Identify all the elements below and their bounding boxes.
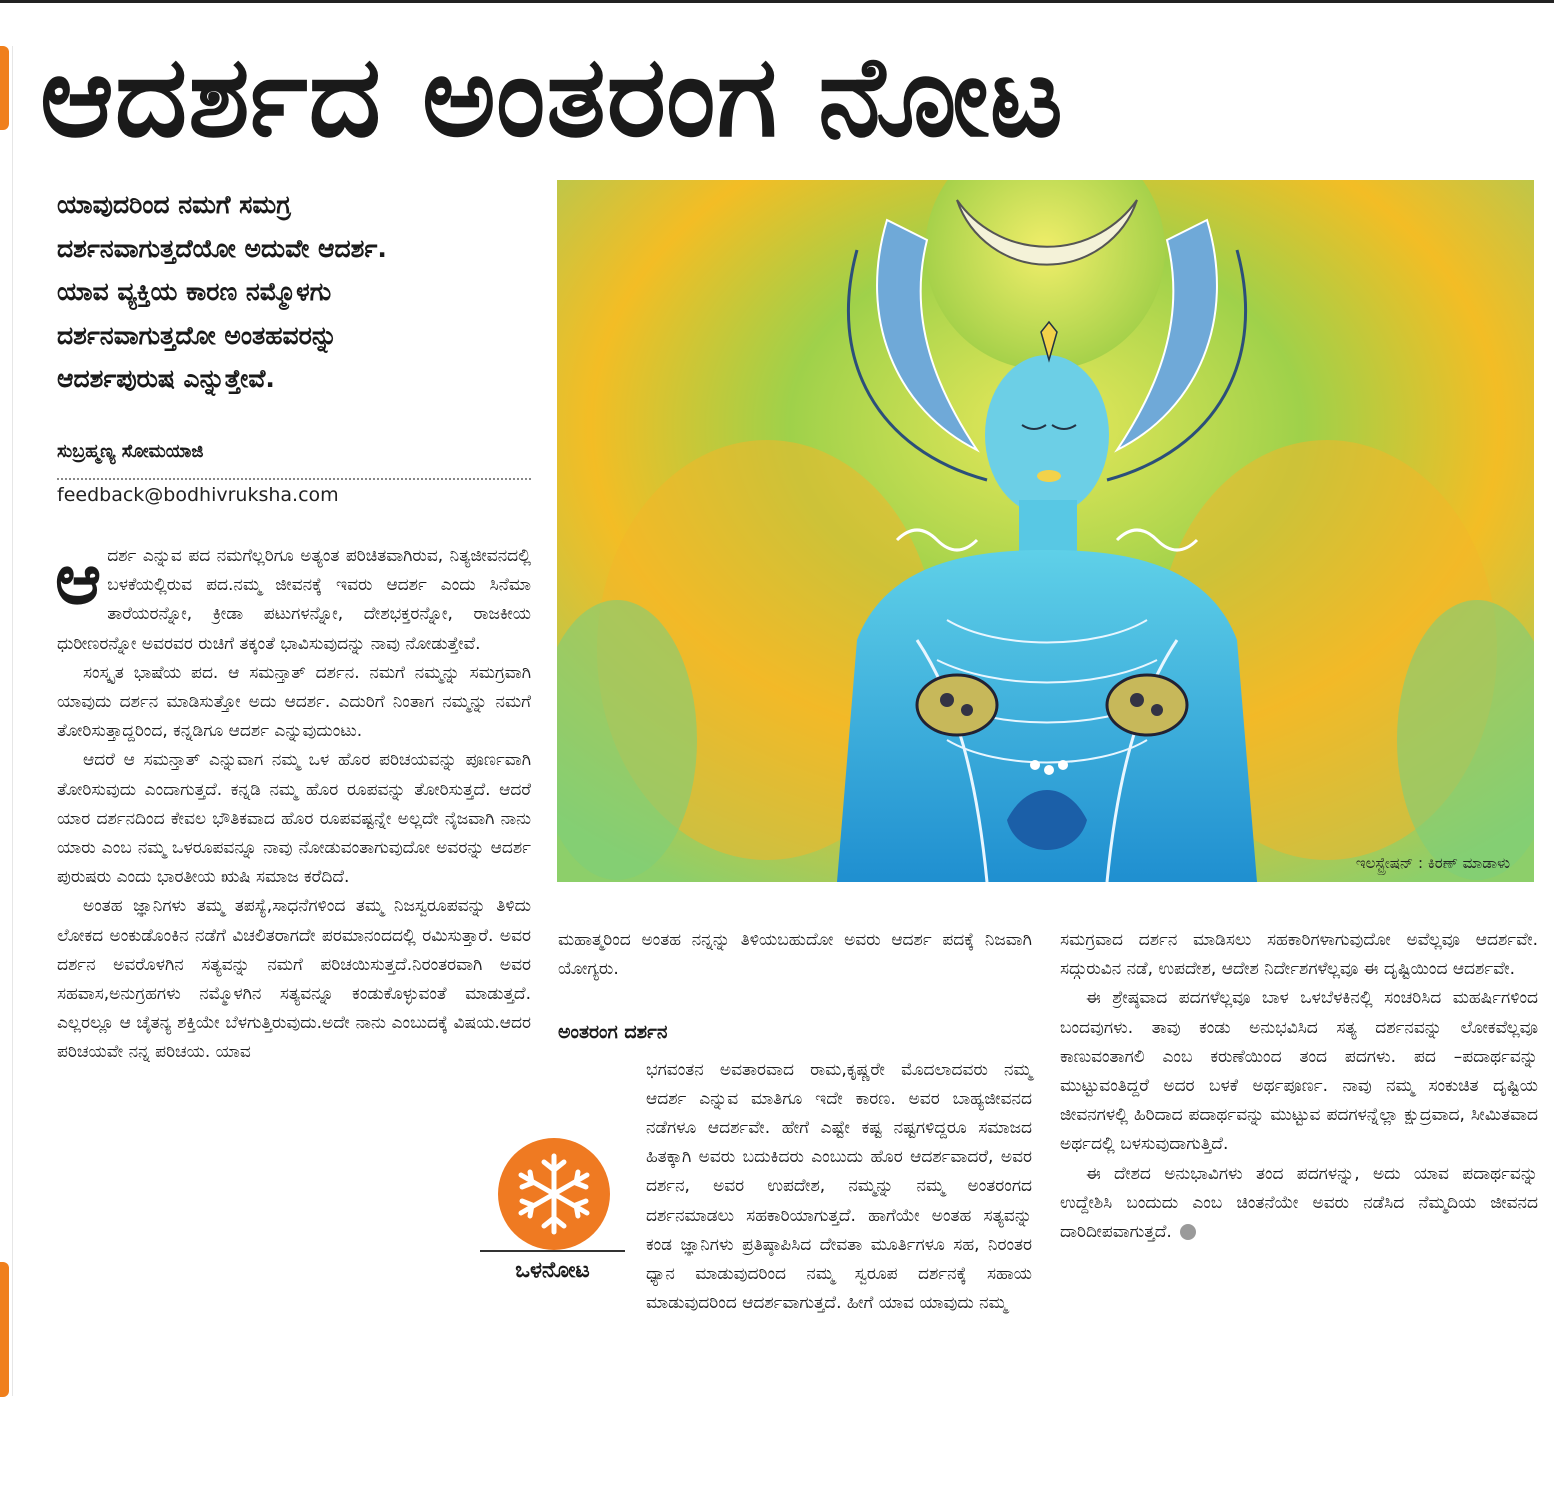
headline: ಆದರ್ಶದ ಅಂತರಂಗ ನೋಟ [40, 32, 1064, 162]
badge-rule [480, 1250, 625, 1252]
meditating-figure-illustration [557, 180, 1534, 882]
illustration-credit: ಇಲಸ್ಟ್ರೇಷನ್ : ಕಿರಣ್ ಮಾಡಾಳು [1355, 854, 1510, 872]
badge-circle [498, 1138, 610, 1250]
article-column-3 [1060, 926, 1538, 1247]
paragraph: ಆದರೆ ಆ ಸಮನ್ತಾತ್ ಎನ್ನುವಾಗ ನಮ್ಮ ಒಳ ಹೊರ ಪರಿಚಯವನ್ನು ಪೂರ್ಣವಾಗಿ ತೋರಿಸುವುದು ಎಂದಾಗುತ್ತದೆ. ಕನ್ನಡಿ ನಮ್ಮ ಹೊರ ರೂಪವನ್ನು ತೋರಿಸುತ್ತದೆ. ಆದರೆ ಯಾರ ದರ್ಶನದಿಂದ ಕೇವಲ ಭೌತಿಕವಾದ ಹೊರ ರೂಪವಷ್ಟನ್ನೇ ಅಲ್ಲದೇ ನೈಜವಾಗಿ ನಾನು ಯಾರು ಎಂಬ ನಮ್ಮ ಒಳರೂಪವನ್ನೂ ನಾವು ನೋಡುವಂತಾಗುವುದೋ ಅವರನ್ನು ಆದರ್ಶ ಪುರುಷರು ಎಂದು ಭಾರತೀಯ ಋಷಿ ಸಮಾಜ ಕರೆದಿದೆ. [57, 750, 531, 888]
paragraph: ಅಂತಹ ಜ್ಞಾನಿಗಳು ತಮ್ಮ ತಪಸ್ಯೆ,ಸಾಧನೆಗಳಿಂದ ತಮ್ಮ ನಿಜಸ್ವರೂಪವನ್ನು ತಿಳಿದು ಲೋಕದ ಅಂಕುಡೊಂಕಿನ ನಡೆಗೆ ವಿಚಲಿತರಾಗದೇ ಪರಮಾನಂದದಲ್ಲಿ ರಮಿಸುತ್ತಾರೆ. ಅವರ ದರ್ಶನ ಅವರೊಳಗಿನ ಸತ್ಯವನ್ನು ನಮಗೆ ಪರಿಚಯಿಸುತ್ತದೆ.ನಿರಂತರವಾಗಿ ಅವರ ಸಹವಾಸ,ಅನುಗ್ರಹಗಳು ನಮ್ಮೊಳಗಿನ ಸತ್ಯವನ್ನೂ ಕಂಡುಕೊಳ್ಳುವಂತೆ ಮಾಡುತ್ತದೆ. ಎಲ್ಲರಲ್ಲೂ ಆ ಚೈತನ್ಯ ಶಕ್ತಿಯೇ ಬೆಳಗುತ್ತಿರುವುದು.ಅದೇ ನಾನು ಎಂಬುದಕ್ಕೆ ವಿಷಯ.ಆದರ ಪರಿಚಯವೇ ನನ್ನ ಪರಿಚಯ. ಯಾವ [57, 896, 531, 1063]
illustration [557, 180, 1534, 882]
top-rule [0, 0, 1554, 3]
deck-line: ಯಾವ ವ್ಯಕ್ತಿಯ ಕಾರಣ ನಮ್ಮೊಳಗು [57, 277, 332, 306]
paragraph: ಸಂಸ್ಕೃತ ಭಾಷೆಯ ಪದ. ಆ ಸಮನ್ತಾತ್ ದರ್ಶನ. ನಮಗೆ ನಮ್ಮನ್ನು ಸಮಗ್ರವಾಗಿ ಯಾವುದು ದರ್ಶನ ಮಾಡಿಸುತ್ತೋ ಅದು ಆದರ್ಶ. ಎದುರಿಗೆ ನಿಂತಾಗ ನಮ್ಮನ್ನು ನಮಗೆ ತೋರಿಸುತ್ತಾದ್ದರಿಂದ, ಕನ್ನಡಿಗೂ ಆದರ್ಶ ಎನ್ನುವುದುಂಟು. [57, 662, 531, 742]
paragraph [1060, 1160, 1538, 1248]
deck-intro [57, 183, 537, 401]
subheading: ಅಂತರಂಗ ದರ್ಶನ [558, 1021, 668, 1044]
deck-line: ದರ್ಶನವಾಗುತ್ತದೆಯೋ ಅದುವೇ ಆದರ್ಶ. [57, 233, 387, 263]
page-edge-tab-bottom [0, 1262, 9, 1397]
drop-cap: ಆ [55, 538, 102, 620]
paragraph: ಈ ಶ್ರೇಷ್ಠವಾದ ಪದಗಳೆಲ್ಲವೂ ಬಾಳ ಒಳಬೆಳಕಿನಲ್ಲಿ ಸಂಚರಿಸಿದ ಮಹರ್ಷಿಗಳಿಂದ ಬಂದವುಗಳು. ತಾವು ಕಂಡು ಅನುಭವಿಸಿದ ಸತ್ಯ ದರ್ಶನವನ್ನು ಲೋಕವೆಲ್ಲವೂ ಕಾಣುವಂತಾಗಲಿ ಎಂಬ ಕರುಣೆಯಿಂದ ತಂದ ಪದಗಳು. ಪದ –ಪದಾರ್ಥವನ್ನು ಮುಟ್ಟುವಂತಿದ್ದರೆ ಅದರ ಬಳಕೆ ಅರ್ಥಪೂರ್ಣ. ನಾವು ನಮ್ಮ ಸಂಕುಚಿತ ದೃಷ್ಟಿಯ ಜೀವನಗಳಲ್ಲಿ ಹಿರಿದಾದ ಪದಾರ್ಥವನ್ನು ಮುಟ್ಟುವ ಪದಗಳನ್ನೆಲ್ಲಾ ಕ್ಷುದ್ರವಾದ, ಸೀಮಿತವಾದ ಅರ್ಥದಲ್ಲಿ ಬಳಸುವುದಾಗುತ್ತಿದೆ. [1060, 988, 1538, 1155]
deck-line: ಆದರ್ಶಪುರುಷ ಎನ್ನುತ್ತೇವೆ. [57, 364, 275, 393]
paragraph-text: ಈ ದೇಶದ ಅನುಭಾವಿಗಳು ತಂದ ಪದಗಳನ್ನು, ಅದು ಯಾವ ಪದಾರ್ಥವನ್ನು ಉದ್ದೇಶಿಸಿ ಬಂದುದು ಎಂಬ ಚಿಂತನೆಯೇ ಅವರು ನಡೆಸಿದ ನೆಮ್ಮದಿಯ ಜೀವನದ ದಾರಿದೀಪವಾಗುತ್ತದೆ. [1060, 1163, 1538, 1243]
section-badge [480, 1132, 625, 1302]
feedback-email[interactable]: feedback@bodhivruksha.com [57, 484, 339, 506]
author-byline: ಸುಬ್ರಹ್ಮಣ್ಯ ಸೋಮಯಾಜಿ [57, 441, 204, 462]
paragraph: ದರ್ಶ ಎನ್ನುವ ಪದ ನಮಗೆಲ್ಲರಿಗೂ ಅತ್ಯಂತ ಪರಿಚಿತವಾಗಿರುವ, ನಿತ್ಯಜೀವನದಲ್ಲಿ ಬಳಕೆಯಲ್ಲಿರುವ ಪದ.ನಮ್ಮ ಜೀವನಕ್ಕೆ ಇವರು ಆದರ್ಶ ಎಂದು ಸಿನೆಮಾ ತಾರೆಯರನ್ನೋ, ಕ್ರೀಡಾ ಪಟುಗಳನ್ನೋ, ದೇಶಭಕ್ತರನ್ನೋ, ರಾಜಕೀಯ ಧುರೀಣರನ್ನೋ ಅವರವರ ರುಚಿಗೆ ತಕ್ಕಂತೆ ಭಾವಿಸುವುದನ್ನು ನಾವು ನೋಡುತ್ತೇವೆ. [57, 546, 531, 654]
deck-line: ಯಾವುದರಿಂದ ನಮಗೆ ಸಮಗ್ರ [57, 190, 291, 219]
deck-line: ದರ್ಶನವಾಗುತ್ತದೋ ಅಂತಹವರನ್ನು [57, 320, 338, 350]
byline-divider [57, 478, 531, 480]
snowflake-icon [498, 1138, 610, 1250]
page-edge-tab-top [0, 46, 9, 130]
article-column-2 [558, 926, 1032, 1346]
margin-rule [12, 46, 13, 1396]
article-column-1 [55, 538, 531, 1068]
paragraph: ಸಮಗ್ರವಾದ ದರ್ಶನ ಮಾಡಿಸಲು ಸಹಕಾರಿಗಳಾಗುವುದೋ ಅವೆಲ್ಲವೂ ಆದರ್ಶವೇ. ಸದ್ಗುರುವಿನ ನಡೆ, ಉಪದೇಶ, ಆದೇಶ ನಿರ್ದೇಶಗಳೆಲ್ಲವೂ ಈ ದೃಷ್ಟಿಯಿಂದ ಆದರ್ಶವೇ. [1060, 930, 1538, 980]
paragraph: ಮಹಾತ್ಮರಿಂದ ಅಂತಹ ನನ್ನನ್ನು ತಿಳಿಯಬಹುದೋ ಅವರು ಆದರ್ಶ ಪದಕ್ಕೆ ನಿಜವಾಗಿ ಯೋಗ್ಯರು. [558, 930, 1032, 980]
badge-label: ಒಳನೋಟ [515, 1258, 590, 1283]
end-dot-icon [1180, 1224, 1196, 1240]
paragraph: ಭಗವಂತನ ಅವತಾರವಾದ ರಾಮ,ಕೃಷ್ಣರೇ ಮೊದಲಾದವರು ನಮ್ಮ ಆದರ್ಶ ಎನ್ನುವ ಮಾತಿಗೂ ಇದೇ ಕಾರಣ. ಅವರ ಬಾಹ್ಯಜೀವನದ ನಡೆಗಳೂ ಆದರ್ಶವೇ. ಹೇಗೆ ಎಷ್ಟೇ ಕಷ್ಟ ನಷ್ಟಗಳಿದ್ದರೂ ಸಮಾಜದ ಹಿತಕ್ಕಾಗಿ ಅವರು ಬದುಕಿದರು ಎಂಬುದು ಹೊರ ಆದರ್ಶವಾದರೆ, ಅವರ ದರ್ಶನ, ಅವರ ಉಪದೇಶ, ನಮ್ಮನ್ನು ನಮ್ಮ ಅಂತರಂಗದ ದರ್ಶನಮಾಡಲು ಸಹಕಾರಿಯಾಗುತ್ತದೆ. ಹಾಗೆಯೇ ಅಂತಹ ಸತ್ಯವನ್ನು ಕಂಡ ಜ್ಞಾನಿಗಳು ಪ್ರತಿಷ್ಠಾಪಿಸಿದ ದೇವತಾ ಮೂರ್ತಿಗಳೂ ಸಹ, ನಿರಂತರ ಧ್ಯಾನ ಮಾಡುವುದರಿಂದ ನಮ್ಮ ಸ್ವರೂಪ ದರ್ಶನಕ್ಕೆ ಸಹಾಯ ಮಾಡುವುದರಿಂದ ಆದರ್ಶವಾಗುತ್ತದೆ. ಹೀಗೆ ಯಾವ ಯಾವುದು ನಮ್ಮ [646, 1059, 1032, 1314]
